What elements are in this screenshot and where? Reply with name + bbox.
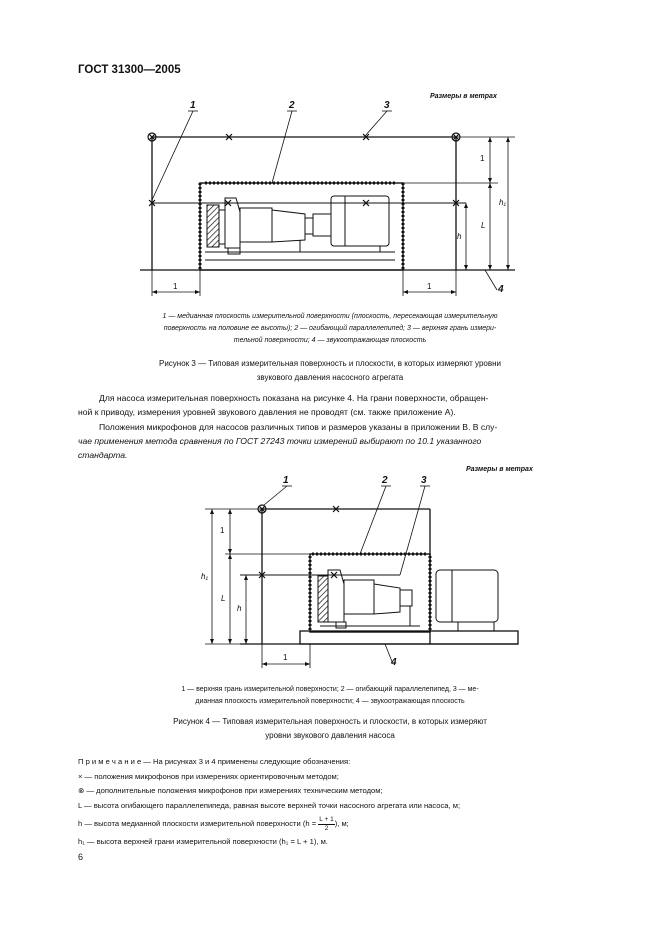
figure-4-legend: 1 — верхняя грань измерительной поверхности; 2 — огибающий параллелепипед, 3 — ме- дианная плоскость измерительной поверхности; 4 — звукоотражающая плоскость <box>181 686 479 705</box>
figure-3-label-4: 4 <box>498 284 504 295</box>
figure-4-caption: Рисунок 4 — Типовая измерительная поверхность и плоскости, в которых измеряют уровни звукового давления насоса <box>173 717 487 740</box>
figure-4-label-1: 1 <box>283 475 289 486</box>
note-line-2: ⊗ — дополнительные положения микрофонов при измерениях техническим методом; <box>78 786 383 795</box>
note-line-1: × — положения микрофонов при измерениях ориентировочным методом; <box>78 771 339 781</box>
figure-3-units: Размеры в метрах <box>430 93 497 100</box>
figure-3-dim-h: h <box>457 232 462 241</box>
figure-4-dim-h: h <box>237 604 242 613</box>
figure-3-caption: Рисунок 3 — Типовая измерительная поверхность и плоскости, в которых измеряют уровни звукового давления насосного агрегата <box>159 359 501 382</box>
figure-4-dim-h1: h₁ <box>201 572 208 581</box>
note-line-4: h — высота медианной плоскости измерительной поверхности (h = $\frac{L + 1}{2}$ ), м; <box>78 815 349 832</box>
figure-3-label-2: 2 <box>289 100 295 111</box>
figure-4-label-2: 2 <box>382 475 388 486</box>
figure-4-dim-bottom: 1 <box>283 653 288 662</box>
figure-3-label-1: 1 <box>190 100 196 111</box>
body-paragraph-2: Положения микрофонов для насосов различных типов и размеров указаны в приложении В. В слу- чае применения метода сравнения по ГОСТ 27243 точки измерений выбирают по 10.1 указанного стандарта. <box>78 422 498 460</box>
figure-4-units: Размеры в метрах <box>466 466 533 473</box>
figure-4-dim-L: L <box>221 594 226 603</box>
document-header: ГОСТ 31300—2005 <box>78 64 181 76</box>
page-number: 6 <box>78 852 84 862</box>
figure-4-label-4: 4 <box>391 657 397 668</box>
figure-4-label-3: 3 <box>421 475 427 486</box>
figure-3-dim-h1: h₁ <box>499 198 506 207</box>
note-block <box>78 755 583 850</box>
figure-3-dim-left: 1 <box>173 282 178 291</box>
figure-3-dim-right: 1 <box>427 282 432 291</box>
note-line-3: L — высота огибающего параллелепипеда, равная высоте верхней точки насосного агрегата или насоса, м; <box>78 800 461 810</box>
figure-3-dim-L: L <box>481 221 486 230</box>
figure-4-dim-top: 1 <box>220 526 225 535</box>
note-line-5: h₁ — высота верхней грани измерительной поверхности (h₁ = L + 1), м. <box>78 837 328 846</box>
note-title: П р и м е ч а н и е — На рисунках 3 и 4 применены следующие обозначения: <box>78 757 351 766</box>
figure-3-dim-top: 1 <box>480 154 485 163</box>
figure-3-label-3: 3 <box>384 100 390 111</box>
figure-3-legend: 1 — медианная плоскость измерительной поверхности (плоскость, пересекающая измерительную поверхность на половине ее высоты); 2 — огибающий параллелепипед; 3 — верхняя грань измери- тельной поверхности; 4 — звукоотражающая плоскость <box>162 313 498 344</box>
body-paragraph-1: Для насоса измерительная поверхность показана на рисунке 4. На грани поверхности, обращен- ной к приводу, измерения уровней звукового давления не проводят (см. также приложение А). <box>78 393 489 417</box>
